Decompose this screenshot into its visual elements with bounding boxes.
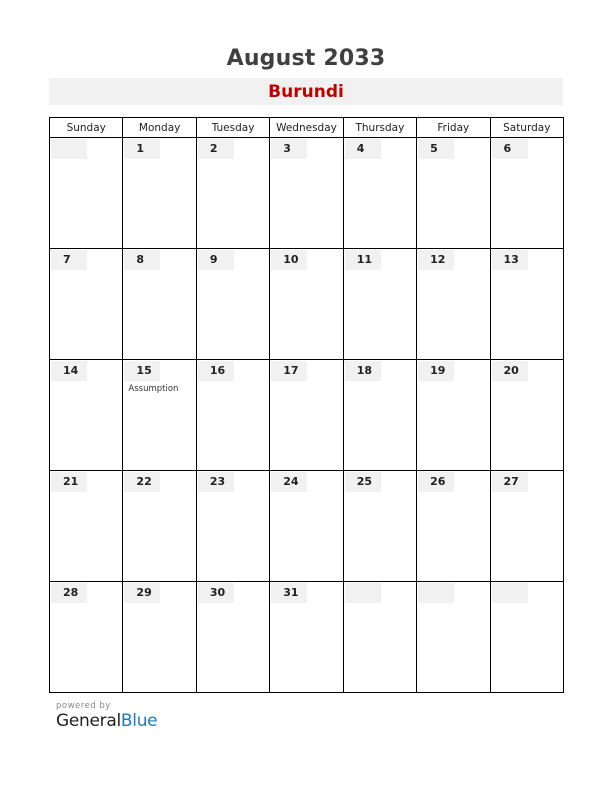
- weekday-saturday: Saturday: [490, 118, 563, 138]
- day-cell[interactable]: [123, 471, 196, 582]
- week-row: [50, 360, 564, 471]
- weekday-sunday: Sunday: [50, 118, 123, 138]
- generalblue-logo[interactable]: [56, 711, 157, 731]
- day-cell[interactable]: [50, 471, 123, 582]
- day-number: 11: [345, 250, 381, 270]
- day-number: 6: [492, 139, 528, 159]
- week-row: [50, 138, 564, 249]
- day-cell[interactable]: [417, 360, 490, 471]
- day-number: [51, 139, 87, 159]
- day-cell[interactable]: [123, 582, 196, 693]
- day-cell[interactable]: [123, 138, 196, 249]
- brand-blue: Blue: [120, 711, 158, 731]
- day-number: [418, 583, 454, 603]
- day-number: 26: [418, 472, 454, 492]
- weekday-thursday: Thursday: [343, 118, 416, 138]
- day-cell[interactable]: [343, 249, 416, 360]
- day-number: 14: [51, 361, 87, 381]
- weekday-friday: Friday: [417, 118, 490, 138]
- day-number: 24: [271, 472, 307, 492]
- day-number: 17: [271, 361, 307, 381]
- day-cell[interactable]: [343, 360, 416, 471]
- page-title: August 2033: [226, 46, 386, 71]
- day-number: 18: [345, 361, 381, 381]
- day-number: 15: [124, 361, 160, 381]
- day-cell[interactable]: [270, 360, 343, 471]
- day-cell[interactable]: [490, 138, 563, 249]
- weekday-wednesday: Wednesday: [270, 118, 343, 138]
- day-cell[interactable]: [196, 138, 269, 249]
- week-row: [50, 249, 564, 360]
- weekday-tuesday: Tuesday: [196, 118, 269, 138]
- empty-day-cell: [417, 582, 490, 693]
- day-number: 20: [492, 361, 528, 381]
- day-cell[interactable]: [343, 471, 416, 582]
- day-number: 13: [492, 250, 528, 270]
- footer-branding: [56, 701, 157, 731]
- weekday-monday: Monday: [123, 118, 196, 138]
- day-cell[interactable]: [417, 249, 490, 360]
- country-name: Burundi: [268, 82, 344, 102]
- day-cell[interactable]: [490, 360, 563, 471]
- day-number: 1: [124, 139, 160, 159]
- day-number: 29: [124, 583, 160, 603]
- day-cell[interactable]: [417, 471, 490, 582]
- day-number: 27: [492, 472, 528, 492]
- day-number: 21: [51, 472, 87, 492]
- country-banner: [49, 78, 563, 105]
- weekday-header-row: [50, 118, 564, 138]
- day-cell[interactable]: [196, 582, 269, 693]
- day-cell[interactable]: [270, 249, 343, 360]
- day-number: 23: [198, 472, 234, 492]
- day-number: 30: [198, 583, 234, 603]
- week-row: [50, 471, 564, 582]
- day-cell[interactable]: [123, 360, 196, 471]
- day-cell[interactable]: [270, 138, 343, 249]
- day-cell[interactable]: [343, 138, 416, 249]
- day-cell[interactable]: [270, 582, 343, 693]
- day-cell[interactable]: [490, 471, 563, 582]
- day-number: 22: [124, 472, 160, 492]
- day-number: 4: [345, 139, 381, 159]
- day-number: 31: [271, 583, 307, 603]
- day-number: 19: [418, 361, 454, 381]
- day-cell[interactable]: [196, 360, 269, 471]
- day-number: 8: [124, 250, 160, 270]
- empty-day-cell: [343, 582, 416, 693]
- day-number: 5: [418, 139, 454, 159]
- day-number: 12: [418, 250, 454, 270]
- day-cell[interactable]: [123, 249, 196, 360]
- week-row: [50, 582, 564, 693]
- day-number: 25: [345, 472, 381, 492]
- calendar-grid: [49, 117, 564, 693]
- day-cell[interactable]: [196, 471, 269, 582]
- day-number: 7: [51, 250, 87, 270]
- day-cell[interactable]: [50, 249, 123, 360]
- brand-general: General: [56, 711, 121, 731]
- day-number: 9: [198, 250, 234, 270]
- day-number: 3: [271, 139, 307, 159]
- day-number: 16: [198, 361, 234, 381]
- day-cell[interactable]: [196, 249, 269, 360]
- holiday-label: Assumption: [128, 384, 179, 394]
- empty-day-cell: [50, 138, 123, 249]
- day-number: [345, 583, 381, 603]
- day-cell[interactable]: [417, 138, 490, 249]
- day-number: 28: [51, 583, 87, 603]
- day-cell[interactable]: [50, 582, 123, 693]
- powered-by-label: powered by: [56, 701, 111, 711]
- day-number: 10: [271, 250, 307, 270]
- day-cell[interactable]: [490, 249, 563, 360]
- day-number: 2: [198, 139, 234, 159]
- day-number: [492, 583, 528, 603]
- day-cell[interactable]: [50, 360, 123, 471]
- day-cell[interactable]: [270, 471, 343, 582]
- empty-day-cell: [490, 582, 563, 693]
